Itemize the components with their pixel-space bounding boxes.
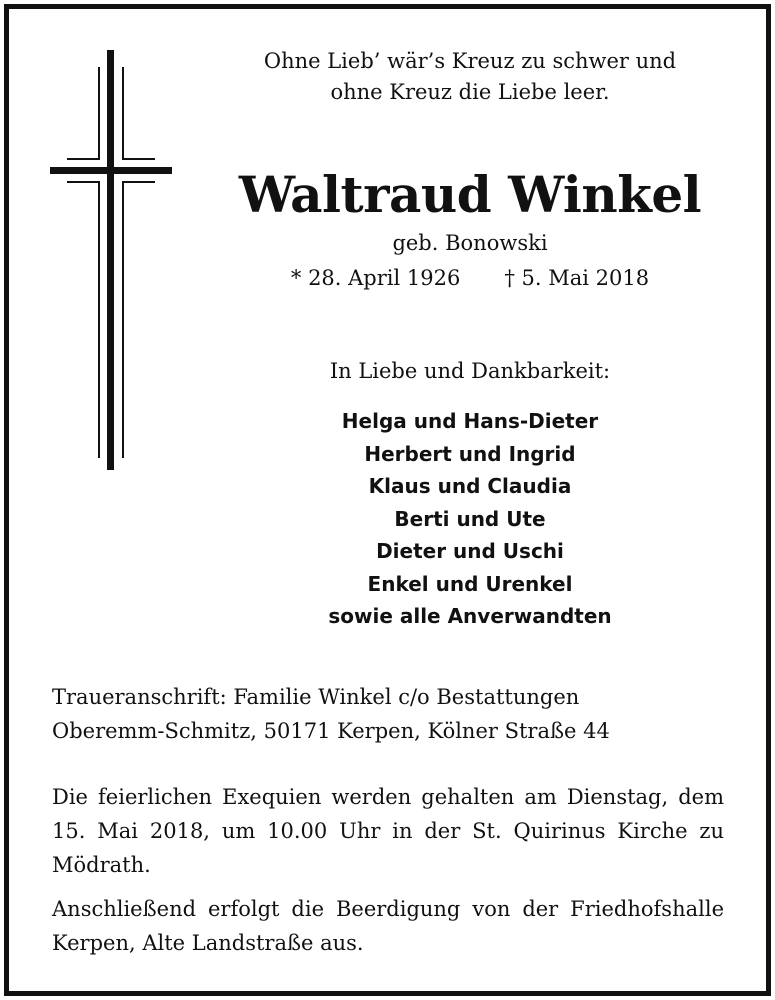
burial-notice: Anschließend erfolgt die Beerdigung von der Friedhofshalle Kerpen, Alte Landstraße aus.: [52, 897, 724, 955]
mourner: Helga und Hans-Dieter: [341, 409, 599, 433]
address-line-1: Traueranschrift: Familie Winkel c/o Bestattungen: [52, 685, 580, 709]
mourner: Dieter und Uschi: [376, 539, 564, 563]
service-notice: Die feierlichen Exequien werden gehalten am Dienstag, dem 15. Mai 2018, um 10.00 Uhr in der St. Quirinus Kirche zu Mödrath.: [52, 785, 724, 877]
motto-line-1: Ohne Lieb’ wär’s Kreuz zu schwer und: [263, 49, 677, 73]
cross-icon: [50, 50, 172, 470]
mourner: Klaus und Claudia: [368, 474, 572, 498]
mourner: Berti und Ute: [394, 506, 546, 531]
mourner: Enkel und Urenkel: [367, 571, 573, 596]
address-line-2: Oberemm-Schmitz, 50171 Kerpen, Kölner Straße 44: [52, 719, 610, 743]
motto-line-2: ohne Kreuz die Liebe leer.: [330, 80, 610, 104]
birth-date: * 28. April 1926: [290, 266, 461, 290]
maiden-name: geb. Bonowski: [392, 231, 548, 255]
mourner: sowie alle Anverwandten: [328, 604, 612, 628]
mourning-address: [52, 680, 724, 748]
gratitude-line: In Liebe und Dankbarkeit:: [329, 359, 611, 383]
mourner: Herbert und Ingrid: [364, 441, 576, 466]
deceased-name: Waltraud Winkel: [238, 165, 702, 224]
motto: [190, 46, 750, 108]
life-dates: [190, 262, 750, 294]
mourners-list: [190, 405, 750, 633]
death-date: † 5. Mai 2018: [504, 266, 650, 290]
